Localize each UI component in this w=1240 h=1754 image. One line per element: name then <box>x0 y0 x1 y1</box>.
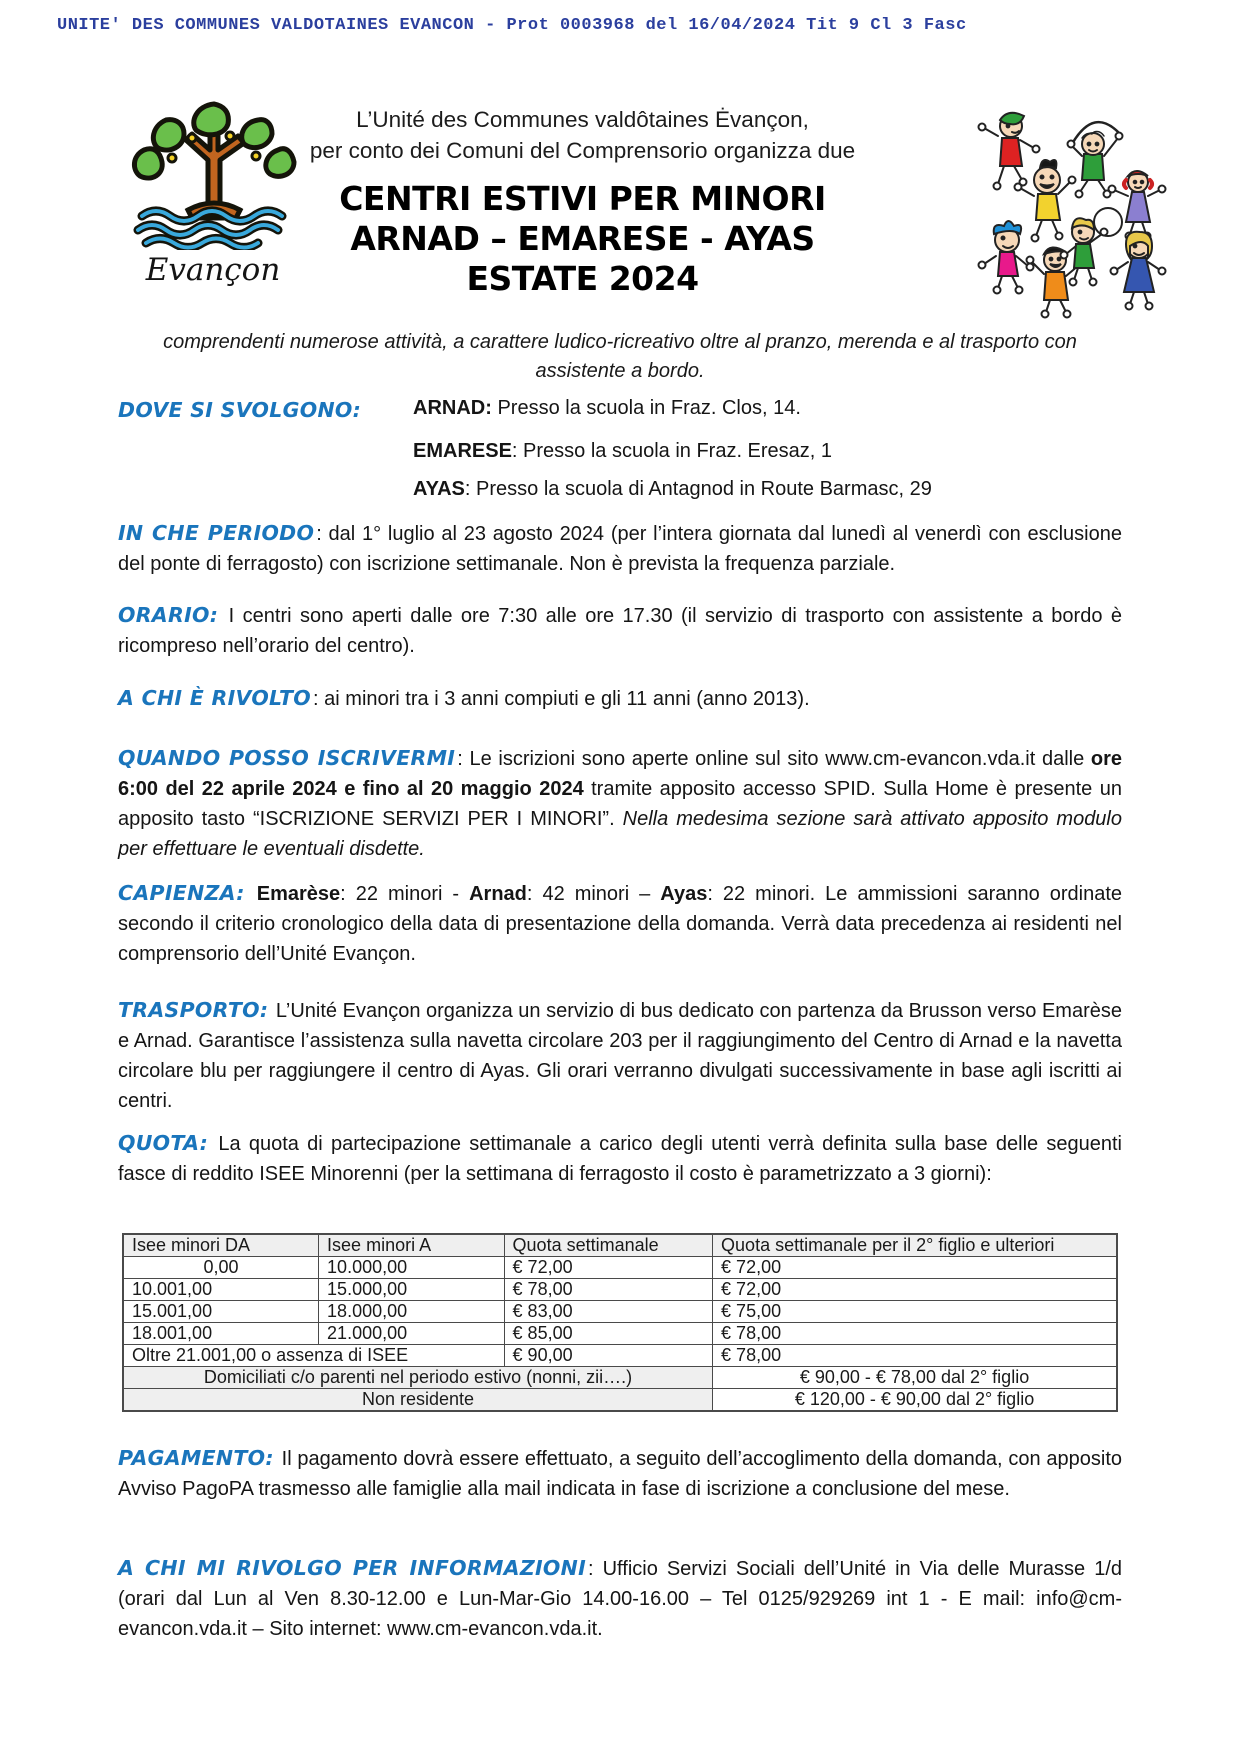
intro-line-1: L’Unité des Communes valdôtaines Ėvançon, <box>356 107 809 132</box>
capienza-t2: : 42 minori – <box>526 883 661 905</box>
arnad-text: Presso la scuola in Fraz. Clos, 14. <box>491 397 801 419</box>
table-cell: € 75,00 <box>713 1301 1117 1323</box>
subtitle <box>110 328 1130 386</box>
table-cell: € 72,00 <box>713 1279 1117 1301</box>
table-row-oltre <box>123 1345 1117 1367</box>
table-cell: € 72,00 <box>713 1257 1117 1279</box>
subtitle-line-2: assistente a bordo. <box>535 360 705 382</box>
table-cell: € 78,00 <box>504 1279 713 1301</box>
table-cell: Non residente <box>123 1389 713 1412</box>
table-cell: 21.000,00 <box>319 1323 505 1345</box>
section-heading-dove: DOVE SI SVOLGONO: <box>118 398 362 422</box>
table-header-cell: Quota settimanale per il 2° figlio e ulteriori <box>713 1234 1117 1257</box>
table-cell: 0,00 <box>123 1257 319 1279</box>
intro-line-2: per conto dei Comuni del Comprensorio organizza due <box>309 138 856 163</box>
quando-bold-dates: ore 6:00 del 22 aprile 2024 e fino al 20 maggio 2024 <box>118 748 1123 800</box>
table-cell: € 78,00 <box>713 1345 1117 1367</box>
section-capienza <box>118 878 1122 969</box>
dove-item-emarese <box>413 440 832 463</box>
logo-caption: Evançon <box>145 252 281 288</box>
section-periodo <box>118 518 1122 579</box>
section-heading-capienza: CAPIENZA: <box>118 881 245 905</box>
table-header-row <box>123 1234 1117 1257</box>
title-line-2: ARNAD – EMARESE - AYAS <box>350 219 815 258</box>
dove-item-arnad <box>413 397 801 420</box>
dove-item-ayas <box>413 478 932 501</box>
table-row-domiciliati <box>123 1367 1117 1389</box>
fees-table <box>122 1233 1118 1412</box>
table-cell: € 78,00 <box>713 1323 1117 1345</box>
orario-text: I centri sono aperti dalle ore 7:30 alle ore 17.30 (il servizio di trasporto con assistente a bordo è ricompreso nell’orario del centro). <box>118 605 1122 657</box>
section-quota <box>118 1128 1122 1189</box>
table-cell: 10.000,00 <box>319 1257 505 1279</box>
emarese-label: EMARESE <box>413 440 512 462</box>
pagamento-text: Il pagamento dovrà essere effettuato, a seguito dell’accoglimento della domanda, con apposito Avviso PagoPA trasmesso alle famiglie alla mail indicata in fase di iscrizione a conclusione del mese. <box>118 1448 1122 1500</box>
table-cell: Oltre 21.001,00 o assenza di ISEE <box>123 1345 504 1367</box>
section-heading-pagamento: PAGAMENTO: <box>118 1446 274 1470</box>
section-trasporto <box>118 995 1122 1116</box>
table-cell: 15.000,00 <box>319 1279 505 1301</box>
table-row-non-residente <box>123 1389 1117 1412</box>
table-cell: € 85,00 <box>504 1323 713 1345</box>
capienza-ayas: Ayas <box>660 883 708 905</box>
header-center <box>300 104 865 299</box>
table-cell: 15.001,00 <box>123 1301 319 1323</box>
table-cell: € 120,00 - € 90,00 dal 2° figlio <box>713 1389 1117 1412</box>
capienza-arnad: Arnad <box>469 883 527 905</box>
section-heading-info: A CHI MI RIVOLGO PER INFORMAZIONI <box>118 1556 587 1580</box>
section-heading-periodo: IN CHE PERIODO <box>118 521 315 545</box>
table-cell: € 90,00 - € 78,00 dal 2° figlio <box>713 1367 1117 1389</box>
table-row <box>123 1279 1117 1301</box>
quota-text: La quota di partecipazione settimanale a carico degli utenti verrà definita sulla base delle seguenti fasce di reddito ISEE Minorenni (per la settimana di ferragosto il costo è parametrizzato a 3 giorni): <box>118 1133 1122 1185</box>
tree-waves-icon <box>126 98 301 250</box>
section-info <box>118 1553 1122 1644</box>
emarese-text: : Presso la scuola in Fraz. Eresaz, 1 <box>511 440 833 462</box>
table-header-cell: Isee minori A <box>319 1234 505 1257</box>
table-cell: € 90,00 <box>504 1345 713 1367</box>
table-cell: € 72,00 <box>504 1257 713 1279</box>
ayas-label: AYAS <box>413 478 465 500</box>
children-clipart-icon <box>976 104 1172 320</box>
title-line-3: ESTATE 2024 <box>466 259 699 298</box>
section-quando <box>118 743 1122 864</box>
periodo-text: : dal 1° luglio al 23 agosto 2024 (per l’intera giornata dal lunedì al venerdì con esclusione del ponte di ferragosto) con iscrizione settimanale. Non è prevista la frequenza parziale. <box>118 523 1122 575</box>
trasporto-text: L’Unité Evançon organizza un servizio di bus dedicato con partenza da Brusson verso Emarèse e Arnad. Garantisce l’assistenza sulla navetta circolare 203 per il raggiungimento del Centro di Arnad e la navetta circolare blu per raggiungere il centro di Ayas. Gli orari verranno divulgati successivamente in base agli iscritti ai centri. <box>118 1000 1122 1112</box>
section-heading-quota: QUOTA: <box>118 1131 209 1155</box>
evancon-logo <box>118 98 308 288</box>
table-header-cell: Quota settimanale <box>504 1234 713 1257</box>
quando-text-1: : Le iscrizioni sono aperte online sul sito www.cm-evancon.vda.it dalle <box>457 748 1091 770</box>
table-cell: 18.001,00 <box>123 1323 319 1345</box>
ayas-text: : Presso la scuola di Antagnod in Route Barmasc, 29 <box>464 478 932 500</box>
quando-text-2: tramite apposito accesso SPID. Sulla Home è presente un apposito tasto “ISCRIZIONE SERVIZI PER I MINORI”. <box>118 778 1122 830</box>
title-line-1: CENTRI ESTIVI PER MINORI <box>339 179 826 218</box>
subtitle-line-1: comprendenti numerose attività, a carattere ludico-ricreativo oltre al pranzo, merenda e al trasporto con <box>163 331 1077 353</box>
section-heading-trasporto: TRASPORTO: <box>118 998 269 1022</box>
capienza-t3: : 22 minori. Le ammissioni saranno ordinate secondo il criterio cronologico della data di presentazione della domanda. Verrà data precedenza ai residenti nel comprensorio dell’Unité Evançon. <box>118 883 1123 965</box>
info-text: : Ufficio Servizi Sociali dell’Unité in Via delle Murasse 1/d (orari dal Lun al Ven 8.30-12.00 e Lun-Mar-Gio 14.00-16.00 – Tel 0125/929269 int 1 - E mail: info@cm-evancon.vda.it – Sito internet: www.cm-evancon.vda.it. <box>118 1558 1122 1640</box>
section-heading-orario: ORARIO: <box>118 603 219 627</box>
section-pagamento <box>118 1443 1122 1504</box>
capienza-t1: : 22 minori - <box>340 883 470 905</box>
section-heading-quando: QUANDO POSSO ISCRIVERMI <box>118 746 456 770</box>
quando-italic-note: Nella medesima sezione sarà attivato apposito modulo per effettuare le eventuali disdette. <box>118 808 1123 860</box>
section-orario <box>118 600 1122 661</box>
protocol-header: UNITE' DES COMMUNES VALDOTAINES EVANCON - Prot 0003968 del 16/04/2024 Tit 9 Cl 3 Fasc <box>57 16 967 35</box>
table-row <box>123 1301 1117 1323</box>
section-heading-rivolto: A CHI È RIVOLTO <box>118 686 312 710</box>
arnad-label: ARNAD: <box>413 397 492 419</box>
section-rivolto <box>118 683 1122 714</box>
table-cell: 18.000,00 <box>319 1301 505 1323</box>
rivolto-text: : ai minori tra i 3 anni compiuti e gli 11 anni (anno 2013). <box>313 688 810 710</box>
table-header-cell: Isee minori DA <box>123 1234 319 1257</box>
table-row <box>123 1323 1117 1345</box>
table-cell: € 83,00 <box>504 1301 713 1323</box>
table-cell: Domiciliati c/o parenti nel periodo estivo (nonni, zii….) <box>123 1367 713 1389</box>
capienza-emarese: Emarèse <box>256 883 341 905</box>
table-cell: 10.001,00 <box>123 1279 319 1301</box>
page-title <box>300 179 865 299</box>
table-row <box>123 1257 1117 1279</box>
